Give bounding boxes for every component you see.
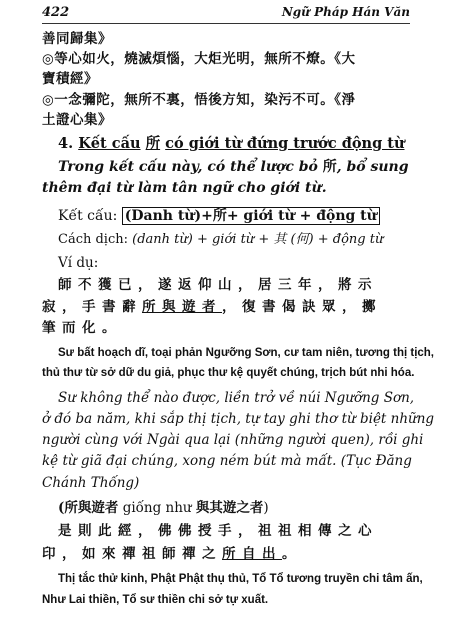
comparison-text: giống như (122, 500, 192, 516)
example-cjk-text: ，復書偈訣眾，擲 (222, 299, 382, 315)
translation-line: người cùng với Ngài qua lại (những người quen), rồi ghi (42, 432, 424, 448)
text-line: 寶積經》 (42, 71, 98, 87)
example-cjk-line: 是則此經，佛佛授手，祖祖相傳之心 (58, 523, 378, 539)
structure-line (58, 207, 412, 225)
section-heading (58, 135, 412, 153)
example-label: Ví dụ: (58, 255, 99, 271)
translation-rule-formula: (danh từ) + giới từ + 其 (何) + động từ (132, 232, 384, 247)
running-title: Ngữ Pháp Hán Văn (281, 5, 410, 19)
heading-char: 所 (145, 135, 161, 152)
translation-line: kệ từ giã đại chúng, xong ném bút mà mất. (Tục Đăng (42, 453, 412, 469)
example-cjk-text: 印，如來禪祖師禪之 (42, 546, 222, 562)
example-cjk-line: 師不獲已，遂返仰山，居三年，將示 (58, 277, 378, 293)
translation-line: ở đó ba năm, khi sắp thị tịch, tự tay ghi thơ từ biệt những (42, 411, 435, 427)
text-line: 土證心集》 (42, 112, 112, 128)
phonetic-line: Thị tắc thử kinh, Phật Phật thụ thủ, Tổ Tổ tương truyền chi tâm ấn, (58, 573, 423, 585)
comparison-cjk: (所與遊者 (58, 500, 119, 516)
example-cjk-line (42, 545, 412, 563)
text-line: 善同歸集》 (42, 31, 112, 47)
example-cjk-underlined: 所與遊者 (142, 299, 222, 315)
translation-line: Sư không thể nào được, liền trở về núi Ngưỡng Sơn, (58, 390, 415, 406)
heading-number: 4. (58, 135, 74, 152)
comparison-cjk: 與其遊之者 (195, 500, 264, 516)
heading-text-b: có giới từ đứng trước động từ (165, 135, 405, 152)
heading-text-a: Kết cấu (78, 135, 141, 152)
example-cjk-text: 寂，手書辭 (42, 299, 142, 315)
paragraph-text: Trong kết cấu này, có thể lược bỏ (58, 159, 318, 175)
paragraph-line: thêm đại từ làm tân ngữ cho giới từ. (42, 180, 327, 196)
example-cjk-line: 筆而化。 (42, 320, 122, 336)
paragraph-char: 所 (322, 159, 337, 175)
page-number: 422 (42, 5, 70, 20)
phonetic-line: Như Lai thiền, Tổ sư thiền chi sở tự xuất. (42, 594, 269, 606)
paragraph-text: , bổ sung (336, 159, 409, 175)
example-cjk-line (42, 298, 412, 316)
text-line: ◎一念彌陀，無所不裏，悟後方知，染污不可。《淨 (42, 92, 356, 108)
text-line: ◎等心如火，燒滅煩惱，大炬光明，無所不燎。《大 (42, 51, 356, 67)
comparison-line (58, 499, 412, 517)
comparison-text: ) (263, 500, 269, 516)
phonetic-line: thủ thư từ sở dữ du giả, phục thư kệ quyết chúng, trịch bút nhi hóa. (42, 367, 415, 379)
example-cjk-underlined: 所自出 (222, 546, 282, 562)
translation-rule-label: Cách dịch: (58, 232, 128, 247)
paragraph-line (58, 158, 412, 176)
translation-line: Chánh Thống) (42, 475, 140, 491)
page-header (42, 5, 410, 24)
structure-formula: (Danh từ)+所+ giới từ + động từ (122, 207, 380, 225)
example-cjk-text: 。 (282, 546, 302, 562)
translation-rule-line (58, 231, 412, 249)
structure-label: Kết cấu: (58, 208, 118, 224)
phonetic-line: Sư bất hoạch dĩ, toại phản Ngưỡng Sơn, cư tam niên, tương thị tịch, (58, 347, 435, 359)
